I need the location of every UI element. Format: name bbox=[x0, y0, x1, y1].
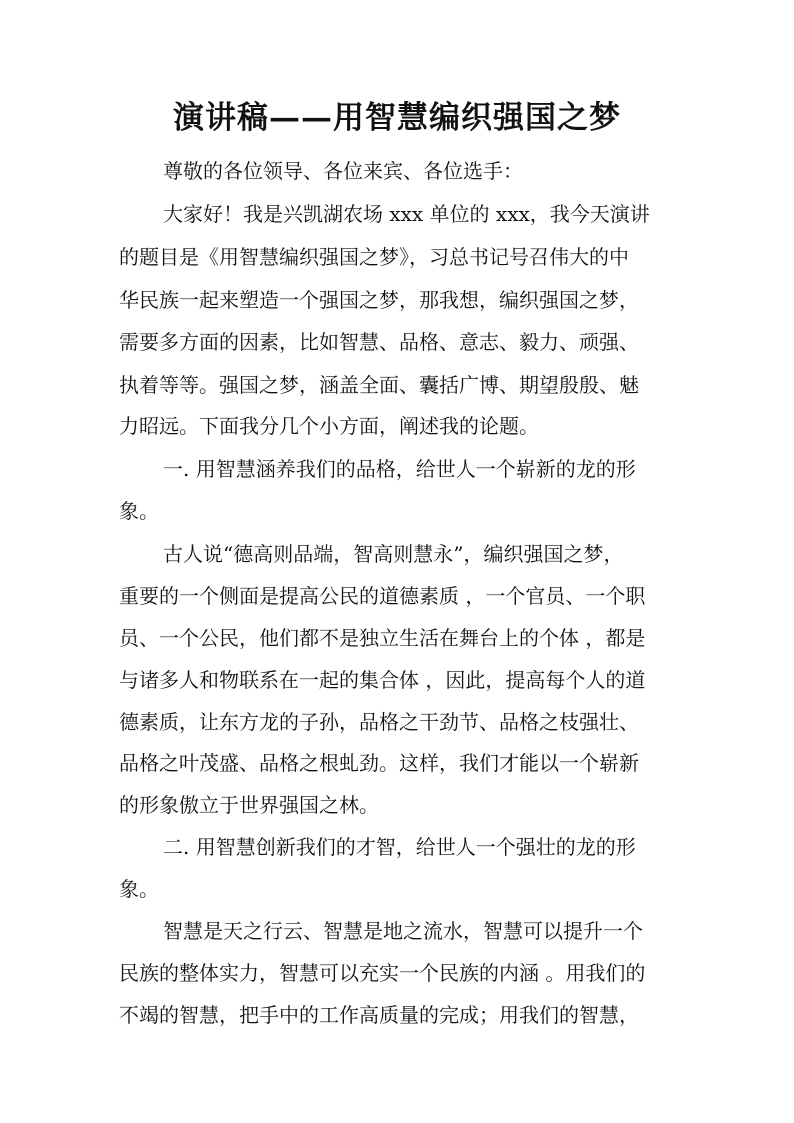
section-heading-line: 二. 用智慧创新我们的才智，给世人一个强壮的龙的形 bbox=[163, 835, 636, 859]
paragraph-line: 力昭远。下面我分几个小方面，阐述我的论题。 bbox=[119, 414, 539, 438]
paragraph-line: 需要多方面的因素，比如智慧、品格、意志、毅力、顽强、 bbox=[119, 330, 639, 354]
section-heading-line: 象。 bbox=[119, 877, 159, 901]
paragraph-line: 执着等等。强国之梦，涵盖全面、囊括广博、期望殷殷、魅 bbox=[119, 373, 639, 397]
paragraph-line: 尊敬的各位领导、各位来宾、各位选手： bbox=[163, 159, 523, 183]
section-heading-line: 象。 bbox=[119, 499, 159, 523]
paragraph-line: 古人说“德高则品端，智高则慧永”，编织强国之梦， bbox=[163, 542, 624, 566]
document-title: 演讲稿——用智慧编织强国之梦 bbox=[173, 100, 621, 136]
paragraph-line: 品格之叶茂盛、品格之根虬劲。这样，我们才能以一个崭新 bbox=[119, 751, 639, 775]
paragraph-line: 与诸多人和物联系在一起的集合体 ，因此，提高每个人的道 bbox=[119, 668, 646, 692]
paragraph-line: 员、一个公民，他们都不是独立生活在舞台上的个体 ，都是 bbox=[119, 626, 646, 650]
paragraph-line: 华民族一起来塑造一个强国之梦，那我想，编织强国之梦， bbox=[119, 288, 639, 312]
paragraph-line: 民族的整体实力，智慧可以充实一个民族的内涵 。用我们的 bbox=[119, 961, 646, 985]
paragraph-line: 重要的一个侧面是提高公民的道德素质 ，一个官员、一个职 bbox=[119, 584, 646, 608]
paragraph-line: 智慧是天之行云、智慧是地之流水，智慧可以提升一个 bbox=[163, 919, 643, 943]
paragraph-line: 的形象傲立于世界强国之林。 bbox=[119, 793, 379, 817]
paragraph-line: 的题目是《用智慧编织强国之梦》，习总书记号召伟大的中 bbox=[119, 245, 629, 269]
paragraph-line: 大家好！我是兴凯湖农场 xxx 单位的 xxx，我今天演讲 bbox=[163, 202, 650, 226]
paragraph-line: 德素质，让东方龙的子孙，品格之干劲节、品格之枝强壮、 bbox=[119, 710, 639, 734]
section-heading-line: 一. 用智慧涵养我们的品格，给世人一个崭新的龙的形 bbox=[163, 457, 636, 481]
paragraph-line: 不竭的智慧，把手中的工作高质量的完成；用我们的智慧， bbox=[119, 1003, 639, 1027]
